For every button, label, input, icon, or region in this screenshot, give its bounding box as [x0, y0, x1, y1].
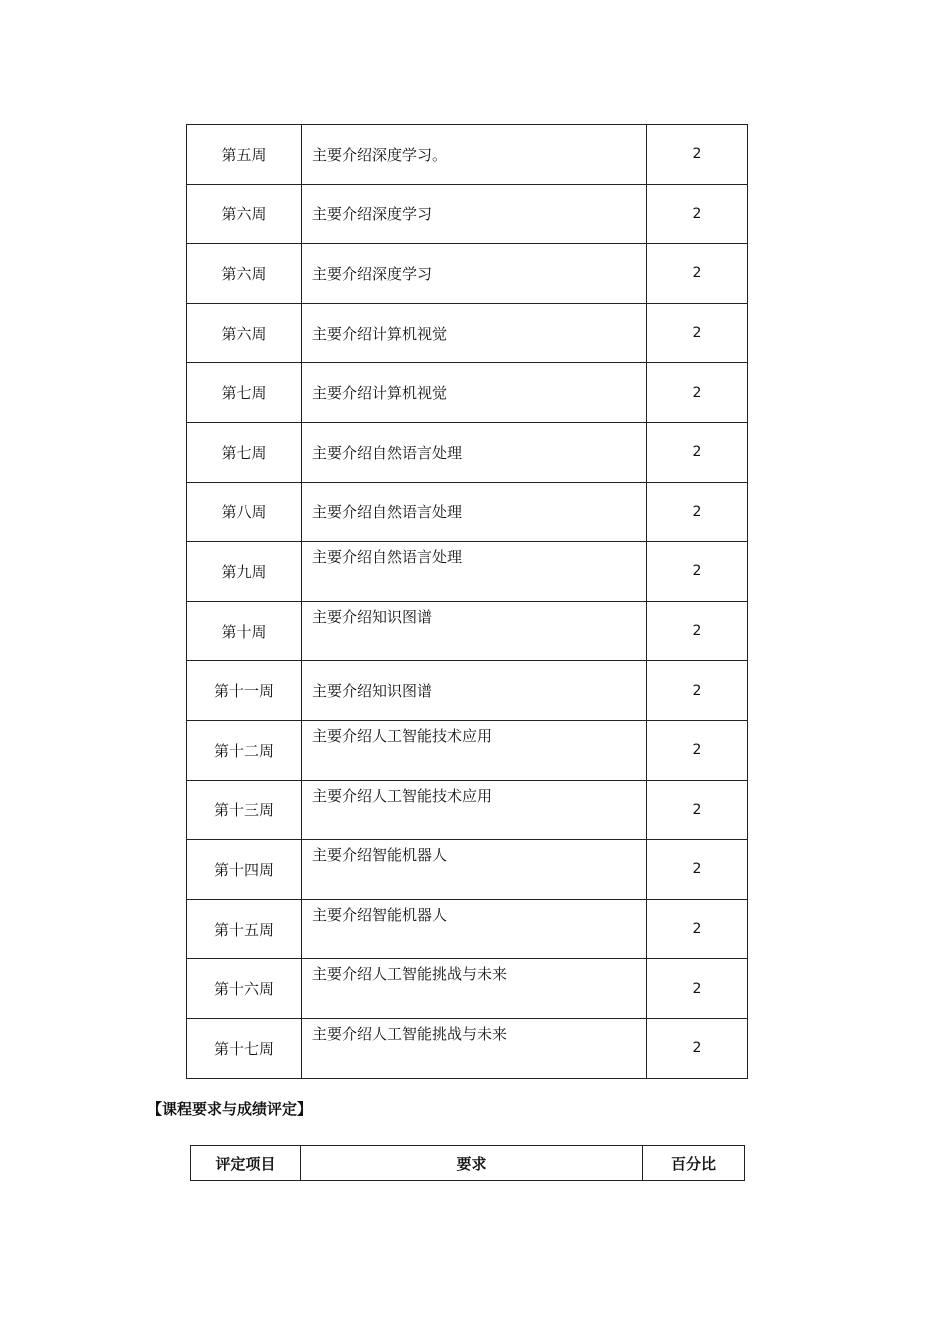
week-cell: 第十三周: [187, 780, 302, 840]
content-cell: 主要介绍自然语言处理: [302, 542, 647, 602]
schedule-row: [187, 125, 748, 185]
hours-cell: 2: [647, 363, 748, 423]
hours-cell: 2: [647, 244, 748, 304]
week-cell: 第十五周: [187, 899, 302, 959]
schedule-row: [187, 661, 748, 721]
hours-cell: 2: [647, 601, 748, 661]
schedule-row: [187, 899, 748, 959]
eval-header-percentage: 百分比: [643, 1146, 745, 1181]
week-cell: 第十周: [187, 601, 302, 661]
hours-cell: 2: [647, 661, 748, 721]
week-cell: 第八周: [187, 482, 302, 542]
hours-cell: 2: [647, 780, 748, 840]
schedule-row: [187, 601, 748, 661]
week-cell: 第十一周: [187, 661, 302, 721]
week-cell: 第六周: [187, 184, 302, 244]
hours-cell: 2: [647, 125, 748, 185]
content-cell: 主要介绍知识图谱: [302, 601, 647, 661]
content-cell: 主要介绍智能机器人: [302, 899, 647, 959]
hours-cell: 2: [647, 422, 748, 482]
content-cell: 主要介绍人工智能挑战与未来: [302, 959, 647, 1019]
week-cell: 第七周: [187, 422, 302, 482]
hours-cell: 2: [647, 184, 748, 244]
week-cell: 第九周: [187, 542, 302, 602]
week-cell: 第十四周: [187, 840, 302, 900]
content-cell: 主要介绍深度学习: [302, 184, 647, 244]
content-cell: 主要介绍人工智能技术应用: [302, 780, 647, 840]
week-cell: 第十七周: [187, 1018, 302, 1078]
schedule-row: [187, 720, 748, 780]
eval-header-requirement: 要求: [301, 1146, 643, 1181]
schedule-row: [187, 184, 748, 244]
schedule-row: [187, 363, 748, 423]
content-cell: 主要介绍计算机视觉: [302, 363, 647, 423]
evaluation-header-row: [191, 1146, 745, 1181]
week-cell: 第十二周: [187, 720, 302, 780]
section-heading: 【课程要求与成绩评定】: [147, 1100, 313, 1118]
week-cell: 第七周: [187, 363, 302, 423]
content-cell: 主要介绍深度学习。: [302, 125, 647, 185]
hours-cell: 2: [647, 840, 748, 900]
hours-cell: 2: [647, 482, 748, 542]
week-cell: 第六周: [187, 244, 302, 304]
schedule-table: [186, 124, 748, 1079]
hours-cell: 2: [647, 899, 748, 959]
hours-cell: 2: [647, 720, 748, 780]
hours-cell: 2: [647, 542, 748, 602]
schedule-row: [187, 1018, 748, 1078]
schedule-body: [187, 125, 748, 1079]
content-cell: 主要介绍深度学习: [302, 244, 647, 304]
hours-cell: 2: [647, 303, 748, 363]
content-cell: 主要介绍人工智能技术应用: [302, 720, 647, 780]
schedule-row: [187, 303, 748, 363]
content-cell: 主要介绍自然语言处理: [302, 482, 647, 542]
content-cell: 主要介绍知识图谱: [302, 661, 647, 721]
week-cell: 第十六周: [187, 959, 302, 1019]
schedule-row: [187, 959, 748, 1019]
schedule-row: [187, 542, 748, 602]
hours-cell: 2: [647, 1018, 748, 1078]
hours-cell: 2: [647, 959, 748, 1019]
evaluation-table: [190, 1145, 745, 1181]
schedule-row: [187, 244, 748, 304]
content-cell: 主要介绍人工智能挑战与未来: [302, 1018, 647, 1078]
eval-header-item: 评定项目: [191, 1146, 301, 1181]
week-cell: 第六周: [187, 303, 302, 363]
content-cell: 主要介绍计算机视觉: [302, 303, 647, 363]
week-cell: 第五周: [187, 125, 302, 185]
schedule-row: [187, 422, 748, 482]
schedule-row: [187, 840, 748, 900]
content-cell: 主要介绍智能机器人: [302, 840, 647, 900]
schedule-row: [187, 482, 748, 542]
schedule-row: [187, 780, 748, 840]
content-cell: 主要介绍自然语言处理: [302, 422, 647, 482]
